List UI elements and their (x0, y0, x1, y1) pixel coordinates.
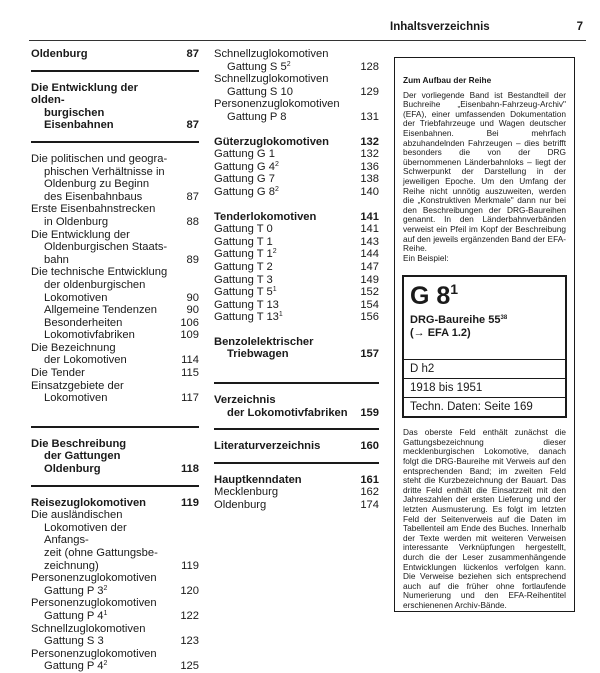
toc-entry-tender[interactable]: Tenderlokomotiven 141 (214, 210, 379, 223)
page-ref: 109 (180, 329, 199, 342)
info-outro: Das oberste Feld enthält zunächst die Gattungsbezeichnung dieser mecklenburgischen Lokomotive, danach folgt die DRG-Baureihe mit Verweis auf den entsprechenden Band; im zweiten Feld steht die Kurzbezeichnung der Bauart. Das dritte Feld enthält die Einsatzzeit mit den Jahreszahlen der ersten Lieferung und der letzten Ausmusterung. Es folgt im letzten Feld der Seitenverweis auf die Daten im Tabellenteil am Ende des Buches. Innerhalb der Texte werden mit weiteren Verweisen interessante Verknüpfungen hergestellt, durch die der Leser zusammenhängende Entwicklungen lückenlos verfolgen kann. Die Verweise beziehen sich entsprechend auch auf die früher ohne fortlaufende Numerierung und den EFA-Reihentitel erschienenen Archiv-Bände. (403, 427, 566, 610)
page-ref: 159 (360, 406, 379, 419)
page-ref: 119 (180, 496, 199, 509)
toc-entry[interactable]: Die politischen und geogra- phischen Verhältnisse in Oldenburg zu Beginn des Eisenbahnbaus 87 (31, 152, 199, 203)
page-ref: 89 (186, 253, 199, 266)
toc-entry[interactable]: Gattung G $4^2$ 136 (214, 160, 379, 173)
toc-entry-literatur[interactable]: Literaturverzeichnis 160 (214, 440, 379, 453)
page-ref: 162 (360, 486, 379, 499)
toc-entry[interactable]: Gattung T $13^1$ 156 (214, 311, 379, 324)
page-ref: 118 (180, 463, 199, 476)
section-divider (214, 462, 379, 464)
page-ref: 174 (360, 499, 379, 512)
page-ref: 157 (360, 348, 379, 361)
toc-entry-list (31, 509, 199, 673)
example-years: 1918 bis 1951 (404, 379, 565, 398)
toc-entry[interactable]: Gattung G 7 138 (214, 173, 379, 186)
page-ref: 136 (360, 160, 379, 173)
page-ref: 87 (186, 190, 199, 203)
toc-entry-list (214, 48, 379, 124)
page-ref: 119 (181, 559, 199, 572)
page-ref: 154 (360, 298, 379, 311)
page-ref: 122 (180, 609, 199, 622)
toc-entry[interactable]: Personenzuglokomotiven Gattung P $4^1$ 122 (31, 597, 199, 622)
info-heading: Zum Aufbau der Reihe (403, 75, 492, 85)
toc-entry[interactable]: Gattung T $1^2$ 144 (214, 248, 379, 261)
toc-column-1 (31, 48, 199, 673)
toc-entry[interactable]: Schnellzuglokomotiven Gattung S 3 123 (31, 622, 199, 648)
toc-entry[interactable]: Gattung G 1 132 (214, 148, 379, 161)
info-intro: Der vorliegende Band ist Bestandteil der Buchreihe „Eisenbahn-Fahrzeug-Archiv" (EFA), einer umfassenden Dokumentation der Triebfahrzeuge und Wagen deutscher Eisenbahnen. Bei mehrfach abzuhandelnden Fahrzeugen – dies betrifft besonders die von der DRG übernommenen Länderbahnloks – liegt der Schwerpunkt der Darstellung in der jeweiligen Epoche. Um den Umfang der Reihe nicht unnötig auszuweiten, werden die „Konstruktiven Merkmale" dann nur bei den Beschreibungen der DRG-Baureihen genannt. In den Länderbahnverbänden verweist ein Pfeil im Kopf der Beschreibung auf den jeweils ergänzenden Band der EFA-Reihe. (403, 89, 566, 254)
page-ref: 131 (360, 110, 379, 123)
toc-entry[interactable]: Gattung T 2 147 (214, 260, 379, 273)
toc-entry[interactable]: Personenzuglokomotiven Gattung P $4^2$ 125 (31, 647, 199, 673)
toc-entry[interactable]: Besonderheiten 106 (44, 316, 199, 329)
page-ref: 125 (180, 660, 199, 673)
toc-entry[interactable]: Personenzuglokomotiven Gattung P $3^2$ 120 (31, 572, 199, 597)
example-tech-data: Techn. Daten: Seite 169 (410, 401, 533, 414)
page-ref: 160 (360, 440, 379, 453)
section-divider (31, 485, 199, 487)
toc-entry[interactable]: Einsatzgebiete der Lokomotiven 117 (31, 379, 199, 405)
example-card (402, 275, 567, 418)
toc-entry[interactable]: Gattung T $5^1$ 152 (214, 286, 379, 299)
toc-entry-reisezug[interactable]: Reisezuglokomotiven 119 (31, 496, 199, 509)
page-ref: 128 (360, 60, 379, 73)
toc-entry[interactable]: Erste Eisenbahnstrecken in Oldenburg 88 (31, 203, 199, 228)
running-title: Inhaltsverzeichnis (390, 21, 490, 33)
page-ref: 152 (360, 286, 379, 299)
toc-entry[interactable]: Die technische Entwicklung der oldenburgischen Lokomotiven 90 (31, 266, 199, 304)
toc-entry-list (214, 486, 379, 511)
toc-entry[interactable]: Gattung T 0 141 (214, 223, 379, 236)
toc-entry-list (31, 153, 199, 405)
section-divider (214, 382, 379, 384)
toc-entry-beschreibung[interactable]: Die Beschreibung der Gattungen Oldenburg 118 (31, 437, 199, 476)
toc-entry[interactable]: Allgemeine Tendenzen 90 (44, 304, 199, 317)
page-ref: 132 (360, 135, 379, 148)
toc-entry[interactable]: Die Bezeichnung der Lokomotiven 114 (31, 341, 199, 367)
page-ref: 140 (360, 185, 379, 198)
example-class: G $8^1$ (410, 281, 459, 311)
toc-entry[interactable]: Oldenburg 174 (214, 499, 379, 512)
page-ref: 90 (186, 304, 199, 317)
page-ref: 144 (360, 248, 379, 261)
page-header (29, 0, 586, 41)
page-ref: 149 (360, 273, 379, 286)
toc-entry[interactable]: Die ausländischen Lokomotiven der Anfangs- zeit (ohne Gattungsbe- zeichnung) 119 (31, 509, 199, 572)
example-label: Ein Beispiel: (403, 252, 449, 263)
page-ref: 87 (186, 48, 199, 60)
toc-entry[interactable]: Mecklenburg 162 (214, 486, 379, 499)
page-ref: 120 (180, 584, 199, 597)
toc-entry[interactable]: Gattung T 13 154 (214, 298, 379, 311)
example-drg: DRG-Baureihe $55^{38}$ (410, 314, 508, 327)
page-ref: 123 (180, 635, 199, 648)
toc-entry[interactable]: Lokomotivfabriken 109 (44, 329, 199, 342)
section-divider (214, 428, 379, 430)
page-ref: 115 (181, 367, 199, 380)
example-type: D h2 (404, 360, 565, 379)
toc-entry-verzeichnis[interactable]: Verzeichnis der Lokomotivfabriken 159 (214, 394, 379, 419)
page-number: 7 (576, 21, 583, 33)
page-ref: 106 (180, 316, 199, 329)
toc-entry[interactable]: Schnellzuglokomotiven Gattung S $5^2$ 128 (214, 48, 379, 73)
toc-entry[interactable]: Personenzuglokomotiven Gattung P 8 131 (214, 98, 379, 123)
toc-entry[interactable]: Schnellzuglokomotiven Gattung S 10 129 (214, 73, 379, 98)
page-ref: 117 (181, 392, 199, 405)
page-ref: 88 (186, 215, 199, 228)
toc-entry[interactable]: Gattung T 3 149 (214, 273, 379, 286)
example-efa-ref: (→ EFA 1.2) (410, 327, 471, 340)
page-ref: 161 (360, 473, 379, 486)
toc-entry-entwicklung[interactable]: Die Entwicklung der olden- burgischen Eisenbahnen 87 (31, 81, 199, 132)
toc-entry-oldenburg[interactable]: Oldenburg 87 (31, 48, 199, 60)
toc-entry-gueterzug[interactable]: Güterzuglokomotiven 132 (214, 135, 379, 148)
toc-column-2 (214, 48, 379, 512)
page-ref: 114 (181, 354, 199, 367)
section-divider (31, 141, 199, 143)
toc-entry-list (214, 223, 379, 324)
page-ref: 147 (360, 260, 379, 273)
toc-entry-benzol[interactable]: Benzolelektrischer Triebwagen 157 (214, 335, 379, 361)
page-ref: 156 (360, 311, 379, 324)
page-ref: 129 (360, 85, 379, 98)
page-ref: 141 (360, 210, 379, 223)
toc-entry-list (214, 148, 379, 198)
section-divider (31, 426, 199, 428)
toc-entry[interactable]: Gattung T 1 143 (214, 235, 379, 248)
page-ref: 143 (360, 235, 379, 248)
series-info-box (394, 57, 575, 612)
page-ref: 141 (360, 223, 379, 236)
page-ref: 138 (360, 173, 379, 186)
toc-entry[interactable]: Die Tender 115 (31, 367, 199, 380)
toc-entry[interactable]: Gattung G $8^2$ 140 (214, 185, 379, 198)
section-divider (31, 70, 199, 72)
page-ref: 90 (186, 291, 199, 304)
toc-entry-hauptkenndaten[interactable]: Hauptkenndaten 161 (214, 473, 379, 486)
toc-entry[interactable]: Die Entwicklung der Oldenburgischen Staats- bahn 89 (31, 228, 199, 266)
page-ref: 132 (360, 148, 379, 161)
page-ref: 87 (186, 119, 199, 132)
